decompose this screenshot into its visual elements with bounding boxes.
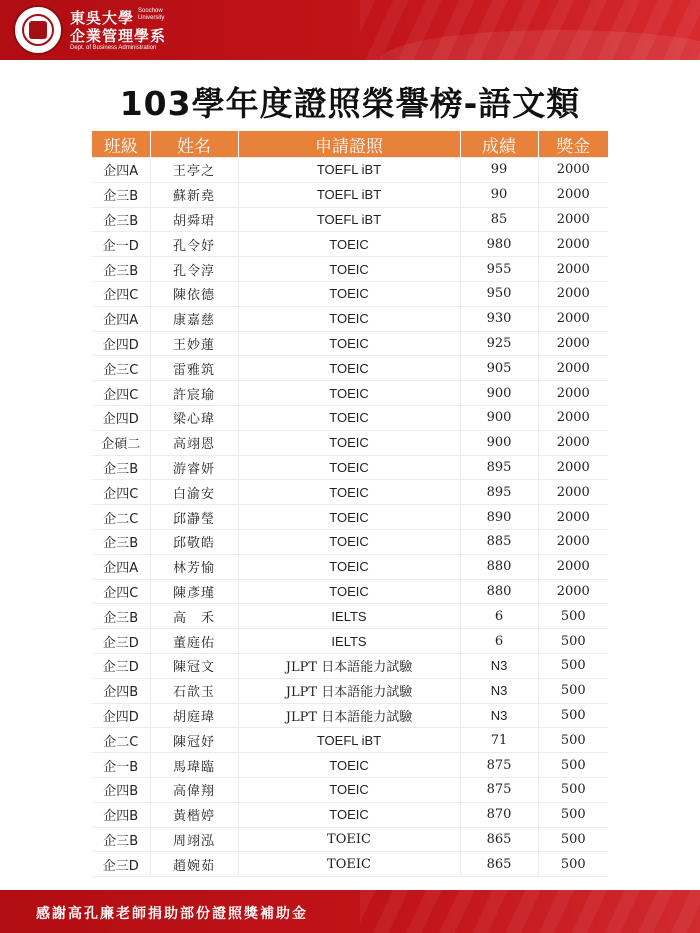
cell-class: 企三B xyxy=(92,257,150,282)
cell-score: 880 xyxy=(460,554,538,579)
cell-class: 企三B xyxy=(92,182,150,207)
cell-score: 875 xyxy=(460,777,538,802)
cell-class: 企四A xyxy=(92,554,150,579)
cell-score: 900 xyxy=(460,405,538,430)
cell-score: 895 xyxy=(460,455,538,480)
table-row xyxy=(92,852,608,877)
table-row xyxy=(92,505,608,530)
cell-name: 邱敬皓 xyxy=(150,529,238,554)
cell-prize: 500 xyxy=(538,703,608,728)
cell-class: 企三B xyxy=(92,207,150,232)
cell-name: 陳冠文 xyxy=(150,653,238,678)
cell-class: 企三B xyxy=(92,827,150,852)
cell-name: 孔令妤 xyxy=(150,232,238,257)
cell-certificate: TOEIC xyxy=(238,802,460,827)
university-name-en: Soochow University xyxy=(138,8,165,21)
table-row xyxy=(92,306,608,331)
honor-roll-table xyxy=(92,131,608,877)
table-row xyxy=(92,703,608,728)
cell-name: 雷雅筑 xyxy=(150,356,238,381)
cell-certificate: JLPT 日本語能力試驗 xyxy=(238,653,460,678)
cell-name: 陳冠妤 xyxy=(150,728,238,753)
table-row xyxy=(92,777,608,802)
cell-class: 企四C xyxy=(92,579,150,604)
cell-score: 900 xyxy=(460,381,538,406)
cell-score: 875 xyxy=(460,753,538,778)
cell-certificate: TOEIC xyxy=(238,331,460,356)
cell-prize: 2000 xyxy=(538,257,608,282)
cell-score: 865 xyxy=(460,827,538,852)
cell-prize: 500 xyxy=(538,852,608,877)
cell-prize: 2000 xyxy=(538,405,608,430)
logo-text-block xyxy=(70,8,178,52)
department-name-en: Dept. of Business Administration xyxy=(70,45,157,51)
table-body xyxy=(92,158,608,877)
cell-score: 85 xyxy=(460,207,538,232)
cell-class: 企一D xyxy=(92,232,150,257)
seal-core xyxy=(29,21,47,39)
table-row xyxy=(92,356,608,381)
cell-class: 企四D xyxy=(92,331,150,356)
cell-certificate: JLPT 日本語能力試驗 xyxy=(238,703,460,728)
cell-prize: 500 xyxy=(538,629,608,654)
cell-class: 企四B xyxy=(92,678,150,703)
cell-certificate: TOEFL iBT xyxy=(238,158,460,183)
cell-certificate: TOEIC xyxy=(238,306,460,331)
cell-prize: 2000 xyxy=(538,430,608,455)
cell-prize: 2000 xyxy=(538,356,608,381)
column-header-class: 班級 xyxy=(92,131,150,158)
cell-prize: 500 xyxy=(538,827,608,852)
cell-certificate: TOEIC xyxy=(238,232,460,257)
cell-name: 高翊恩 xyxy=(150,430,238,455)
cell-score: N3 xyxy=(460,703,538,728)
column-header-certificate: 申請證照 xyxy=(238,131,460,158)
cell-name: 游睿妍 xyxy=(150,455,238,480)
page-title: 103學年度證照榮譽榜-語文類 xyxy=(119,84,581,123)
cell-name: 黃楷婷 xyxy=(150,802,238,827)
cell-certificate: TOEIC xyxy=(238,381,460,406)
cell-class: 企二C xyxy=(92,728,150,753)
cell-certificate: TOEIC xyxy=(238,753,460,778)
cell-class: 企四C xyxy=(92,281,150,306)
cell-certificate: TOEFL iBT xyxy=(238,182,460,207)
cell-certificate: TOEFL iBT xyxy=(238,728,460,753)
header-band xyxy=(0,0,700,60)
table-row xyxy=(92,579,608,604)
table-row xyxy=(92,728,608,753)
cell-name: 林芳愉 xyxy=(150,554,238,579)
cell-prize: 2000 xyxy=(538,182,608,207)
cell-score: 950 xyxy=(460,281,538,306)
cell-prize: 2000 xyxy=(538,554,608,579)
cell-certificate: TOEIC xyxy=(238,777,460,802)
cell-score: 905 xyxy=(460,356,538,381)
cell-name: 梁心瑋 xyxy=(150,405,238,430)
cell-class: 企三D xyxy=(92,629,150,654)
cell-score: N3 xyxy=(460,678,538,703)
cell-prize: 2000 xyxy=(538,158,608,183)
cell-score: 895 xyxy=(460,480,538,505)
cell-class: 企三C xyxy=(92,356,150,381)
table-row xyxy=(92,430,608,455)
cell-score: 880 xyxy=(460,579,538,604)
column-header-prize: 獎金 xyxy=(538,131,608,158)
cell-certificate: TOEIC xyxy=(238,827,460,852)
cell-prize: 500 xyxy=(538,777,608,802)
cell-name: 蘇新堯 xyxy=(150,182,238,207)
column-header-name: 姓名 xyxy=(150,131,238,158)
cell-name: 胡庭瑋 xyxy=(150,703,238,728)
cell-name: 陳依德 xyxy=(150,281,238,306)
cell-class: 企三B xyxy=(92,529,150,554)
cell-prize: 500 xyxy=(538,678,608,703)
table-row xyxy=(92,629,608,654)
cell-certificate: TOEIC xyxy=(238,480,460,505)
table-row xyxy=(92,827,608,852)
cell-score: 930 xyxy=(460,306,538,331)
table-row xyxy=(92,678,608,703)
cell-prize: 500 xyxy=(538,653,608,678)
cell-class: 企三D xyxy=(92,852,150,877)
table-row xyxy=(92,182,608,207)
footer-stripe-decoration xyxy=(360,890,700,933)
department-name: 企業管理學系 xyxy=(70,27,167,45)
cell-certificate: IELTS xyxy=(238,629,460,654)
table-row xyxy=(92,653,608,678)
cell-certificate: TOEIC xyxy=(238,554,460,579)
cell-certificate: TOEIC xyxy=(238,430,460,455)
cell-prize: 500 xyxy=(538,728,608,753)
cell-prize: 500 xyxy=(538,604,608,629)
cell-name: 康嘉慈 xyxy=(150,306,238,331)
cell-certificate: IELTS xyxy=(238,604,460,629)
cell-class: 企二C xyxy=(92,505,150,530)
table-row xyxy=(92,257,608,282)
cell-prize: 2000 xyxy=(538,207,608,232)
cell-name: 高 禾 xyxy=(150,604,238,629)
cell-name: 胡舜珺 xyxy=(150,207,238,232)
cell-name: 王妙蓮 xyxy=(150,331,238,356)
cell-certificate: TOEFL iBT xyxy=(238,207,460,232)
table-row xyxy=(92,753,608,778)
cell-prize: 2000 xyxy=(538,232,608,257)
cell-name: 高偉翔 xyxy=(150,777,238,802)
cell-name: 石歆玉 xyxy=(150,678,238,703)
table-row xyxy=(92,381,608,406)
cell-prize: 500 xyxy=(538,802,608,827)
cell-certificate: TOEIC xyxy=(238,505,460,530)
cell-name: 王亭之 xyxy=(150,158,238,183)
cell-certificate: TOEIC xyxy=(238,579,460,604)
cell-class: 企三B xyxy=(92,455,150,480)
footer-band xyxy=(0,890,700,933)
cell-class: 企一B xyxy=(92,753,150,778)
university-seal-logo xyxy=(13,5,63,55)
cell-prize: 2000 xyxy=(538,529,608,554)
cell-prize: 2000 xyxy=(538,480,608,505)
cell-name: 孔令淳 xyxy=(150,257,238,282)
cell-prize: 2000 xyxy=(538,505,608,530)
cell-prize: 2000 xyxy=(538,306,608,331)
table-row xyxy=(92,480,608,505)
cell-certificate: JLPT 日本語能力試驗 xyxy=(238,678,460,703)
cell-score: 925 xyxy=(460,331,538,356)
cell-score: 980 xyxy=(460,232,538,257)
footer-acknowledgement: 感謝高孔廉老師捐助部份證照獎補助金 xyxy=(36,906,308,922)
cell-score: 99 xyxy=(460,158,538,183)
cell-prize: 500 xyxy=(538,753,608,778)
cell-name: 白渝安 xyxy=(150,480,238,505)
cell-class: 企四D xyxy=(92,405,150,430)
cell-certificate: TOEIC xyxy=(238,852,460,877)
table-row xyxy=(92,529,608,554)
cell-certificate: TOEIC xyxy=(238,405,460,430)
cell-name: 周翊泓 xyxy=(150,827,238,852)
table-row xyxy=(92,455,608,480)
cell-score: 71 xyxy=(460,728,538,753)
cell-class: 企三B xyxy=(92,604,150,629)
cell-class: 企四B xyxy=(92,802,150,827)
column-header-score: 成績 xyxy=(460,131,538,158)
cell-certificate: TOEIC xyxy=(238,356,460,381)
cell-class: 企四C xyxy=(92,381,150,406)
table-row xyxy=(92,158,608,183)
cell-class: 企四A xyxy=(92,158,150,183)
cell-prize: 2000 xyxy=(538,579,608,604)
cell-score: 6 xyxy=(460,604,538,629)
cell-certificate: TOEIC xyxy=(238,455,460,480)
table-row xyxy=(92,604,608,629)
cell-class: 企四A xyxy=(92,306,150,331)
cell-name: 陳彥瑾 xyxy=(150,579,238,604)
cell-score: 900 xyxy=(460,430,538,455)
cell-score: 955 xyxy=(460,257,538,282)
table-row xyxy=(92,281,608,306)
cell-score: 865 xyxy=(460,852,538,877)
table-row xyxy=(92,554,608,579)
cell-score: 870 xyxy=(460,802,538,827)
cell-certificate: TOEIC xyxy=(238,257,460,282)
cell-class: 企四B xyxy=(92,777,150,802)
cell-name: 許宸瑜 xyxy=(150,381,238,406)
cell-name: 趙婉茹 xyxy=(150,852,238,877)
cell-score: 890 xyxy=(460,505,538,530)
table-row xyxy=(92,232,608,257)
cell-name: 馬瑋臨 xyxy=(150,753,238,778)
cell-certificate: TOEIC xyxy=(238,281,460,306)
cell-name: 董庭佑 xyxy=(150,629,238,654)
cell-prize: 2000 xyxy=(538,455,608,480)
table-row xyxy=(92,207,608,232)
cell-score: N3 xyxy=(460,653,538,678)
cell-class: 企四D xyxy=(92,703,150,728)
cell-score: 885 xyxy=(460,529,538,554)
table-row xyxy=(92,405,608,430)
university-name: 東吳大學 xyxy=(70,9,135,27)
cell-certificate: TOEIC xyxy=(238,529,460,554)
cell-score: 6 xyxy=(460,629,538,654)
cell-prize: 2000 xyxy=(538,281,608,306)
table-row xyxy=(92,331,608,356)
cell-prize: 2000 xyxy=(538,331,608,356)
table-row xyxy=(92,802,608,827)
cell-name: 邱瀞瑩 xyxy=(150,505,238,530)
cell-class: 企四C xyxy=(92,480,150,505)
cell-score: 90 xyxy=(460,182,538,207)
cell-prize: 2000 xyxy=(538,381,608,406)
cell-class: 企三D xyxy=(92,653,150,678)
cell-class: 企碩二 xyxy=(92,430,150,455)
table-header-row xyxy=(92,131,608,158)
